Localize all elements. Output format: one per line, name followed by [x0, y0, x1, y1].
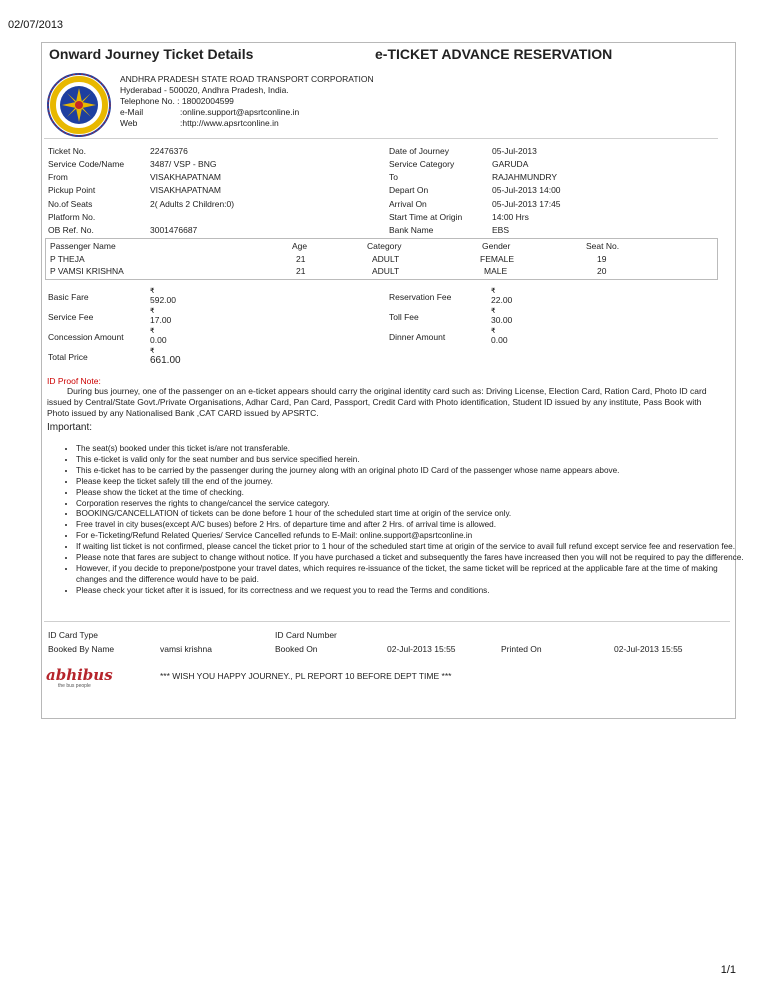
- total-price-value: 661.00: [150, 355, 181, 366]
- passenger-age: 21: [296, 266, 306, 276]
- list-item: • Free travel in city buses(except A/C buses) before 2 Hrs. of departure time and after 2 Hrs. of arrival time is allowed.: [76, 520, 746, 531]
- from-value: VISAKHAPATNAM: [150, 172, 222, 182]
- reservation-fee-value: 22.00: [491, 295, 513, 305]
- booked-by-label: Booked By Name: [48, 644, 115, 654]
- basic-fare-label: Basic Fare: [48, 292, 89, 302]
- start-time-label: Start Time at Origin: [389, 212, 463, 222]
- seats-value: 2( Adults 2 Children:0): [150, 199, 235, 209]
- print-date: 02/07/2013: [8, 19, 64, 31]
- web-label: Web: [120, 118, 138, 128]
- depart-on-value: 05-Jul-2013 14:00: [492, 185, 561, 195]
- list-item: • Please note that fares are subject to change without notice. If you have purchased a ticket and subsequently the fares have increased then you will not be required to pay the difference.: [76, 553, 746, 564]
- pickup-point-value: VISAKHAPATNAM: [150, 185, 222, 195]
- reservation-fee-label: Reservation Fee: [389, 292, 452, 302]
- passenger-seat: 20: [597, 266, 607, 276]
- service-fee-label: Service Fee: [48, 312, 94, 322]
- arrival-on-value: 05-Jul-2013 17:45: [492, 199, 561, 209]
- service-category-label: Service Category: [389, 159, 455, 169]
- service-code-label: Service Code/Name: [48, 159, 125, 169]
- ob-ref-value: 3001476687: [150, 225, 198, 235]
- reservation-title: e-TICKET ADVANCE RESERVATION: [375, 46, 613, 62]
- total-price-label: Total Price: [48, 352, 88, 362]
- id-proof-text: During bus journey, one of the passenger on an e-ticket appears should carry the original identity card such as: Driving License, Election Card, Ration Card, Photo ID card issued by Central/State Govt./Private Organisations, Adhar Card, Pan Card, Passport, Credit Card with Photo identification, Student ID issued by any institute, Pass Book with Photo issued by any Nationalised Bank ,CAT CARD issued by APSRTC.: [47, 386, 707, 418]
- list-item: • Please check your ticket after it is issued, for its correctness and we request you to read the Terms and conditions.: [76, 586, 746, 597]
- start-time-value: 14:00 Hrs: [492, 212, 529, 222]
- seat-no-header: Seat No.: [586, 241, 620, 251]
- list-item: • This e-ticket has to be carried by the passenger during the journey along with an original photo ID Card of the passenger whose name appears above.: [76, 466, 746, 477]
- corporation-telephone: Telephone No. : 18002004599: [120, 96, 234, 106]
- wish-message: *** WISH YOU HAPPY JOURNEY., PL REPORT 10 BEFORE DEPT TIME ***: [160, 671, 452, 681]
- passenger-gender: FEMALE: [480, 254, 515, 264]
- from-label: From: [48, 172, 68, 182]
- concession-value: 0.00: [150, 335, 167, 345]
- passenger-gender: MALE: [484, 266, 508, 276]
- important-list: [62, 444, 746, 597]
- service-category-value: GARUDA: [492, 159, 529, 169]
- ticket-frame: [41, 42, 736, 719]
- list-item: • This e-ticket is valid only for the seat number and bus service specified herein.: [76, 455, 746, 466]
- bank-name-label: Bank Name: [389, 225, 434, 235]
- journey-date-label: Date of Journey: [389, 146, 450, 156]
- printed-on-label: Printed On: [501, 644, 542, 654]
- toll-fee-label: Toll Fee: [389, 312, 419, 322]
- divider: [44, 621, 730, 622]
- passenger-category: ADULT: [372, 254, 400, 264]
- service-code-value: 3487/ VSP - BNG: [150, 159, 217, 169]
- bank-name-value: EBS: [492, 225, 510, 235]
- abhibus-logo: [46, 666, 113, 691]
- passenger-name-header: Passenger Name: [50, 241, 116, 251]
- passenger-category: ADULT: [372, 266, 400, 276]
- list-item: • If waiting list ticket is not confirmed, please cancel the ticket prior to 1 hour of the scheduled start time at origin of the service to avail full refund except service fee and reservation fee.: [76, 542, 746, 553]
- list-item: • However, if you decide to prepone/postpone your travel dates, which requires re-issuance of the ticket, the same ticket will be repriced at the applicable fare at the time of making changes and the difference would have to be paid.: [76, 564, 746, 586]
- dinner-amount-value: 0.00: [491, 335, 508, 345]
- passenger-name: P VAMSI KRISHNA: [50, 266, 124, 276]
- passenger-name: P THEJA: [50, 254, 85, 264]
- gender-header: Gender: [482, 241, 511, 251]
- journey-date-value: 05-Jul-2013: [492, 146, 537, 156]
- category-header: Category: [367, 241, 402, 251]
- to-value: RAJAHMUNDRY: [492, 172, 558, 182]
- rupee-icon: ₹: [150, 288, 155, 295]
- ob-ref-label: OB Ref. No.: [48, 225, 94, 235]
- list-item: • Please keep the ticket safely till the end of the journey.: [76, 477, 746, 488]
- page-number: 1/1: [720, 964, 736, 976]
- booked-on-label: Booked On: [275, 644, 318, 654]
- rupee-icon: ₹: [150, 308, 155, 315]
- apsrtc-logo: [46, 72, 112, 138]
- concession-label: Concession Amount: [48, 332, 124, 342]
- depart-on-label: Depart On: [389, 185, 429, 195]
- corporation-address: Hyderabad - 500020, Andhra Pradesh, India.: [120, 85, 289, 95]
- corporation-name: ANDHRA PRADESH STATE ROAD TRANSPORT CORPORATION: [120, 74, 374, 84]
- passenger-seat: 19: [597, 254, 607, 264]
- basic-fare-value: 592.00: [150, 295, 176, 305]
- platform-label: Platform No.: [48, 212, 96, 222]
- divider: [44, 138, 718, 139]
- age-header: Age: [292, 241, 308, 251]
- id-proof-title: ID Proof Note:: [47, 376, 101, 386]
- list-item: • BOOKING/CANCELLATION of tickets can be done before 1 hour of the scheduled start time at origin of the service only.: [76, 509, 746, 520]
- abhibus-wordmark: abhibus: [46, 666, 113, 684]
- passenger-age: 21: [296, 254, 306, 264]
- list-item: • Please show the ticket at the time of checking.: [76, 488, 746, 499]
- list-item: • Corporation reserves the rights to change/cancel the service category.: [76, 499, 746, 510]
- list-item: • For e-Ticketing/Refund Related Queries/ Service Cancelled refunds to E-Mail: online.support@apsrtconline.in: [76, 531, 746, 542]
- booked-on-value: 02-Jul-2013 15:55: [387, 644, 456, 654]
- printed-on-value: 02-Jul-2013 15:55: [614, 644, 683, 654]
- toll-fee-value: 30.00: [491, 315, 513, 325]
- rupee-icon: ₹: [491, 308, 496, 315]
- rupee-icon: ₹: [491, 328, 496, 335]
- journey-title: Onward Journey Ticket Details: [49, 46, 254, 62]
- rupee-icon: ₹: [150, 328, 155, 335]
- ticket-no-label: Ticket No.: [48, 146, 86, 156]
- email-label: e-Mail: [120, 107, 144, 117]
- abhibus-tagline: the bus people: [58, 683, 91, 689]
- seats-label: No.of Seats: [48, 199, 93, 209]
- email-value: :online.support@apsrtconline.in: [180, 107, 300, 117]
- to-label: To: [389, 172, 398, 182]
- rupee-icon: ₹: [150, 348, 155, 355]
- important-title: Important:: [47, 422, 93, 433]
- id-card-number-label: ID Card Number: [275, 630, 337, 640]
- web-value: :http://www.apsrtconline.in: [180, 118, 279, 128]
- dinner-amount-label: Dinner Amount: [389, 332, 446, 342]
- id-card-type-label: ID Card Type: [48, 630, 98, 640]
- rupee-icon: ₹: [491, 288, 496, 295]
- pickup-point-label: Pickup Point: [48, 185, 96, 195]
- list-item: • The seat(s) booked under this ticket is/are not transferable.: [76, 444, 746, 455]
- arrival-on-label: Arrival On: [389, 199, 427, 209]
- ticket-no-value: 22476376: [150, 146, 188, 156]
- service-fee-value: 17.00: [150, 315, 172, 325]
- booked-by-value: vamsi krishna: [160, 644, 212, 654]
